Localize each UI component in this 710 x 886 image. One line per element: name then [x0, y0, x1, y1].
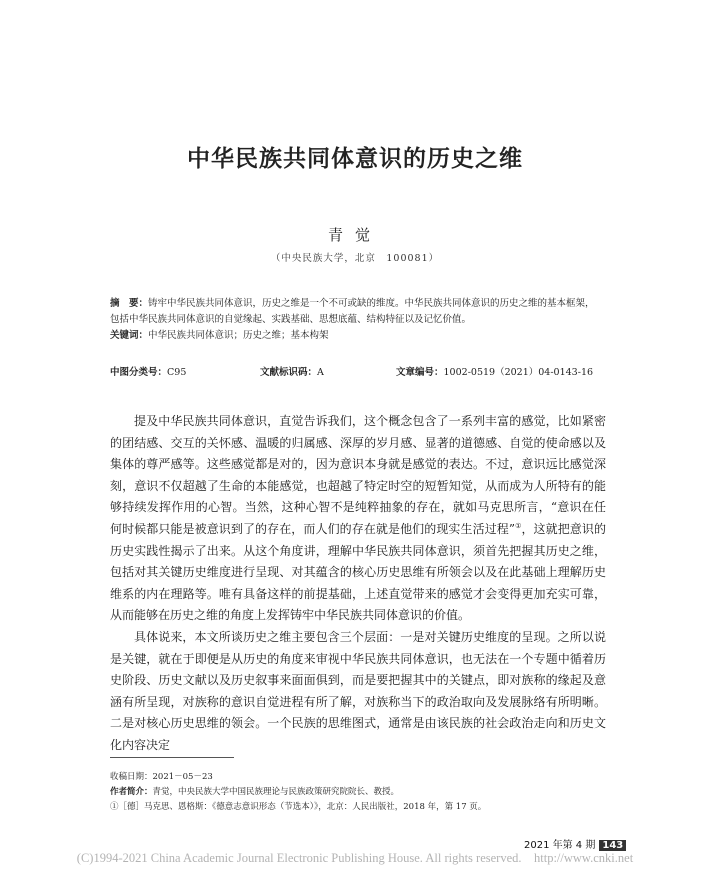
body-paragraph: 具体说来，本文所谈历史之维主要包含三个层面：一是对关键历史维度的呈现。之所以说是关键，就在于即便是从历史的角度来审视中华民族共同体意识，也无法在一个专题中循着历史阶段、历史文献以及历史叙事来面面俱到，而是要把握其中的关键点，即对族称的缘起及意涵有所呈现，对族称的意识自觉进程有所了解，对族称当下的政治取向及发展脉络有所明晰。二是对核心历史思维的领会。一个民族的思维图式，通常是由该民族的社会政治走向和历史文化内容决定: [110, 629, 606, 752]
keywords-line: [110, 328, 604, 344]
footnotes: [110, 770, 606, 815]
footnote-marker[interactable]: ①: [515, 521, 522, 530]
article-body: [110, 411, 606, 757]
keywords-label: 关键词：: [110, 330, 149, 341]
received-date: 收稿日期：2021－05－23: [110, 772, 213, 782]
page-number: 143: [599, 840, 626, 851]
author-name: 青觉: [327, 226, 382, 244]
author-affiliation: （中央民族大学，北京 100081）: [270, 253, 440, 264]
abstract-label: 摘 要：: [110, 298, 149, 309]
issue-label: 2021 年第 4 期: [524, 840, 596, 851]
clc-number: 中图分类号：C95: [110, 367, 187, 378]
abstract-block: [110, 296, 604, 344]
keywords-text: 中华民族共同体意识；历史之维；基本构架: [148, 330, 329, 341]
article-title: 中华民族共同体意识的历史之维: [187, 146, 523, 172]
body-paragraph: 提及中华民族共同体意识，直觉告诉我们，这个概念包含了一系列丰富的感觉，比如紧密的团结感、交互的关怀感、温暖的归属感、深厚的岁月感、显著的道德感、自觉的使命感以及集体的尊严感等。这些感觉都是对的，因为意识本身就是感觉的表达。不过，意识远比感觉深刻，意识不仅超越了生命的本能感觉，也超越了特定时空的短暂知觉，从而成为人所特有的能够持续发挥作用的心智。当然，这种心智不是纯粹抽象的存在，就如马克思所言，“意识在任何时候都只能是被意识到了的存在，而人们的存在就是他们的现实生活过程”①，这就把意识的历史实践性揭示了出来。从这个角度讲，理解中华民族共同体意识，须首先把握其历史之维，包括对其关键历史维度进行呈现、对其蕴含的核心历史思维有所领会以及在此基础上理解历史维系的内在理路等。唯有具备这样的前提基础，上述直觉带来的感觉才会变得更加充实可靠，从而能够在历史之维的角度上发挥铸牢中华民族共同体意识的价值。: [110, 414, 606, 623]
article-number: 文章编号：1002-0519（2021）04-0143-16: [396, 367, 594, 378]
abstract-text: 铸牢中华民族共同体意识，历史之维是一个不可或缺的维度。中华民族共同体意识的历史之维的基本框架，包括中华民族共同体意识的自觉缘起、实践基础、思想底蕴、结构特征以及记忆价值。: [110, 298, 595, 325]
copyright-watermark: (C)1994-2021 China Academic Journal Electronic Publishing House. All rights reserved. http://www.cnki.net: [76, 851, 634, 865]
author-bio: 作者简介：青觉，中央民族大学中国民族理论与民族政策研究院院长、教授。: [110, 787, 400, 797]
footnote-divider: [110, 757, 234, 758]
footnote-1: ①［德］马克思、恩格斯：《德意志意识形态（节选本）》，北京：人民出版社，2018 年，第 17 页。: [110, 802, 487, 812]
document-code: 文献标识码：A: [260, 367, 324, 378]
classification-line: [110, 364, 604, 380]
abstract-paragraph: [110, 296, 604, 328]
